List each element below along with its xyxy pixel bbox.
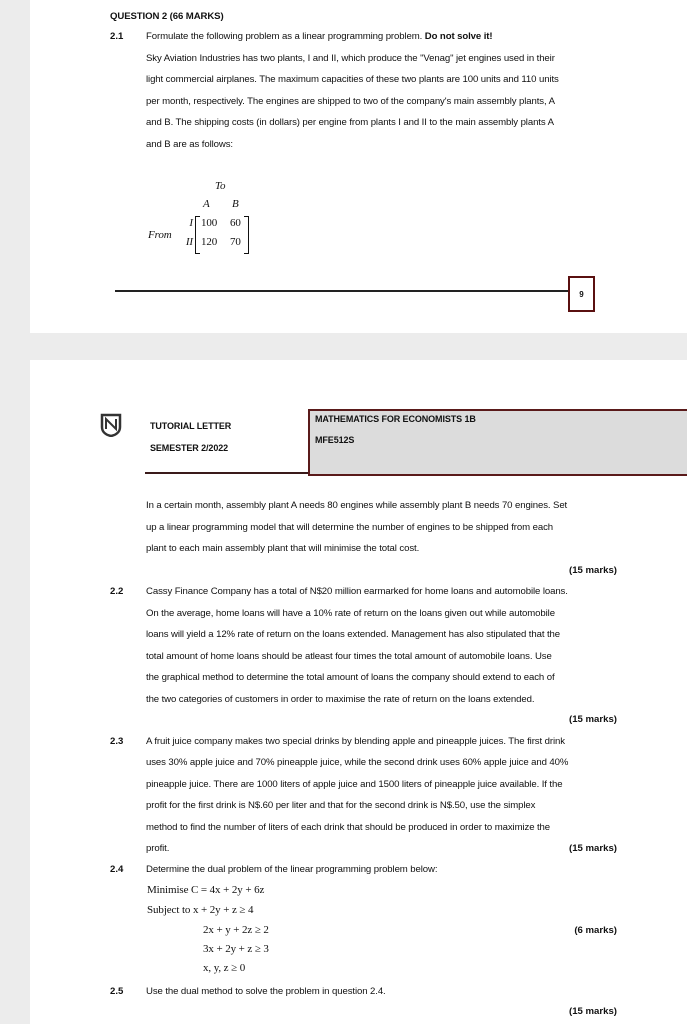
course-title: MATHEMATICS FOR ECONOMISTS 1B bbox=[315, 414, 476, 424]
matrix-from-label: From bbox=[148, 229, 172, 241]
text-line: and B. The shipping costs (in dollars) per engine from plants I and II to the main assembly plants A bbox=[146, 117, 554, 129]
question-number-2-5: 2.5 bbox=[110, 986, 124, 997]
matrix-row-label: I bbox=[189, 217, 193, 229]
question-number-2-4: 2.4 bbox=[110, 864, 124, 875]
text-line: total amount of home loans should be atleast four times the total amount of automobile loans. Use bbox=[146, 650, 552, 662]
text-line: pineapple juice. There are 1000 liters of apple juice and 1500 liters of pineapple juice available. If the bbox=[146, 778, 563, 790]
constraint: 3x + 2y + z ≥ 3 bbox=[203, 943, 269, 955]
objective-function: Minimise C = 4x + 2y + 6z bbox=[147, 884, 265, 896]
question-2-4-intro: Determine the dual problem of the linear programming problem below: bbox=[146, 864, 438, 875]
text-line: A fruit juice company makes two special drinks by blending apple and pineapple juices. The first drink bbox=[146, 736, 565, 747]
text-line: In a certain month, assembly plant A needs 80 engines while assembly plant B needs 70 engines. Set bbox=[146, 500, 568, 511]
text-line: per month, respectively. The engines are shipped to two of the company's main assembly plants, A bbox=[146, 95, 555, 107]
matrix-cell: 100 bbox=[201, 217, 218, 229]
non-negativity-constraint: x, y, z ≥ 0 bbox=[203, 962, 246, 974]
header-rule bbox=[145, 472, 309, 474]
course-box bbox=[308, 409, 687, 476]
text-line: Formulate the following problem as a linear programming problem. Do not solve it! bbox=[146, 31, 493, 42]
text-line: Sky Aviation Industries has two plants, I and II, which produce the "Venag" jet engines used in their bbox=[146, 52, 555, 64]
matrix-row-label: II bbox=[185, 236, 193, 248]
matrix-right-bracket bbox=[244, 216, 249, 254]
text-line: profit. bbox=[146, 843, 170, 854]
footer-rule bbox=[115, 290, 568, 292]
text-line: plant to each main assembly plant that will minimise the total cost. bbox=[146, 543, 420, 554]
matrix-cell: 60 bbox=[230, 217, 241, 229]
question-number-2-2: 2.2 bbox=[110, 586, 124, 597]
text-line: the two categories of customers in order to maximise the rate of return on the loans extended. bbox=[146, 693, 535, 705]
text-line: On the average, home loans will have a 10% rate of return on the loans given out while automobile bbox=[146, 607, 555, 619]
question-heading: QUESTION 2 (66 MARKS) bbox=[110, 11, 224, 22]
marks-2-1: (15 marks) bbox=[569, 565, 617, 576]
university-logo-icon bbox=[100, 413, 122, 437]
text-line: the graphical method to determine the total amount of loans the company should extend to each of bbox=[146, 672, 555, 683]
course-code: MFE512S bbox=[315, 435, 355, 445]
question-number-2-3: 2.3 bbox=[110, 736, 124, 747]
matrix-left-bracket bbox=[195, 216, 200, 254]
text-line: method to find the number of liters of each drink that should be produced in order to maximize the bbox=[146, 821, 551, 833]
text-line: light commercial airplanes. The maximum capacities of these two plants are 100 units and 110 units bbox=[146, 74, 559, 86]
text-line: and B are as follows: bbox=[146, 139, 233, 150]
page-number-box bbox=[568, 276, 595, 312]
matrix-col-a: A bbox=[203, 198, 210, 210]
marks-2-2: (15 marks) bbox=[569, 714, 617, 725]
semester-label: SEMESTER 2/2022 bbox=[150, 443, 229, 453]
question-number-2-1: 2.1 bbox=[110, 31, 124, 42]
text-line: loans will yield a 12% rate of return on the loans extended. Management has also stipulated that the bbox=[146, 629, 560, 640]
constraint: 2x + y + 2z ≥ 2 bbox=[203, 924, 269, 936]
text-line: profit for the first drink is N$.60 per liter and that for the second drink is N$.50, use the simplex bbox=[146, 800, 536, 812]
tutorial-letter-label: TUTORIAL LETTER bbox=[150, 421, 232, 431]
page-number: 9 bbox=[579, 289, 584, 299]
marks-2-5: (15 marks) bbox=[569, 1006, 617, 1017]
text-line: uses 30% apple juice and 70% pineapple juice, while the second drink uses 60% apple juice and 40% bbox=[146, 757, 569, 769]
matrix-to-label: To bbox=[215, 180, 226, 192]
matrix-col-b: B bbox=[232, 198, 239, 210]
question-2-5-text: Use the dual method to solve the problem in question 2.4. bbox=[146, 986, 386, 997]
marks-2-4: (6 marks) bbox=[574, 925, 617, 936]
text-line: Cassy Finance Company has a total of N$20 million earmarked for home loans and automobile loans. bbox=[146, 586, 568, 597]
marks-2-3: (15 marks) bbox=[569, 843, 617, 854]
matrix-cell: 70 bbox=[230, 236, 241, 248]
matrix-cell: 120 bbox=[201, 236, 218, 248]
subject-to-constraint: Subject to x + 2y + z ≥ 4 bbox=[147, 904, 254, 916]
text-line: up a linear programming model that will determine the number of engines to be shipped from each bbox=[146, 521, 553, 533]
